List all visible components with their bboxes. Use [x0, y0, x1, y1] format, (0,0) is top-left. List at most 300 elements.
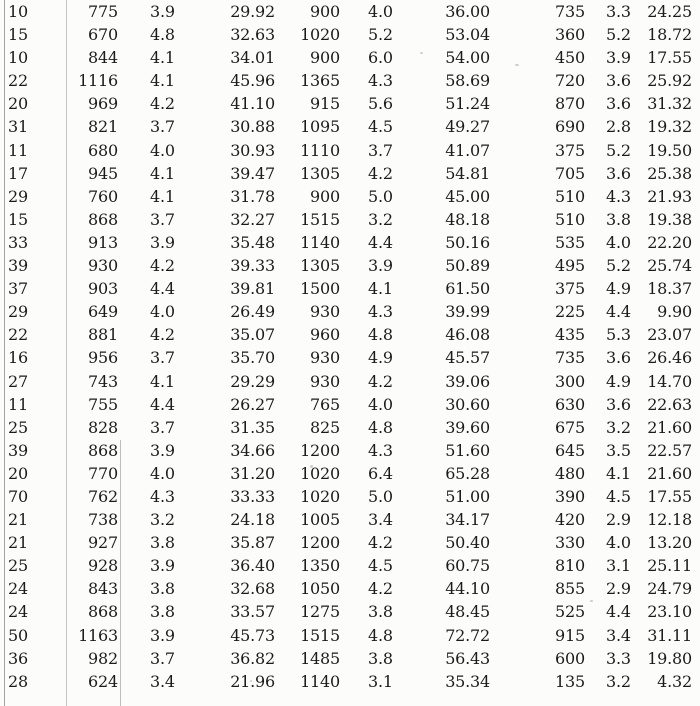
- table-cell: 5.3: [606, 325, 631, 345]
- table-cell: 23.07: [647, 325, 692, 345]
- table-cell: 843: [88, 579, 118, 599]
- table-cell: 35.87: [230, 533, 275, 553]
- table-cell: 53.04: [445, 25, 490, 45]
- table-cell: 670: [88, 25, 118, 45]
- table-cell: 3.2: [368, 209, 393, 229]
- table-cell: 30.60: [445, 394, 490, 414]
- table-cell: 3.2: [150, 510, 175, 530]
- table-cell: 3.2: [606, 671, 631, 691]
- table-cell: 31.35: [230, 417, 275, 437]
- table-cell: 21.96: [230, 671, 275, 691]
- table-cell: 36.00: [445, 2, 490, 21]
- table-cell: 4.1: [150, 186, 175, 206]
- table-cell: 3.7: [150, 648, 175, 668]
- table-cell: 775: [88, 2, 118, 21]
- table-cell: 21: [8, 510, 28, 530]
- table-cell: 330: [555, 533, 585, 553]
- table-cell: 645: [555, 440, 585, 460]
- table-cell: 4.5: [368, 556, 393, 576]
- table-cell: 20: [8, 463, 28, 483]
- table-row: [0, 462, 700, 485]
- table-cell: 630: [555, 394, 585, 414]
- table-cell: 930: [310, 348, 340, 368]
- table-cell: 900: [310, 2, 340, 21]
- table-cell: 4.3: [368, 71, 393, 91]
- table-cell: 45.00: [445, 186, 490, 206]
- table-cell: 4.3: [368, 302, 393, 322]
- table-cell: 33.33: [230, 486, 275, 506]
- table-cell: 930: [310, 302, 340, 322]
- table-cell: 930: [88, 256, 118, 276]
- table-cell: 4.0: [606, 533, 631, 553]
- table-cell: 868: [88, 602, 118, 622]
- table-cell: 3.9: [150, 625, 175, 645]
- table-cell: 56.43: [445, 648, 490, 668]
- table-cell: 24: [8, 579, 28, 599]
- table-cell: 624: [88, 671, 118, 691]
- table-cell: 600: [555, 648, 585, 668]
- table-cell: 17: [8, 163, 28, 183]
- table-cell: 649: [88, 302, 118, 322]
- table-cell: 1305: [300, 256, 340, 276]
- table-cell: 3.9: [150, 2, 175, 21]
- table-cell: 51.00: [445, 486, 490, 506]
- table-cell: 868: [88, 209, 118, 229]
- table-cell: 1200: [300, 440, 340, 460]
- table-row: [0, 577, 700, 600]
- table-cell: 39: [8, 440, 28, 460]
- table-cell: 495: [555, 256, 585, 276]
- table-cell: 18.72: [647, 25, 692, 45]
- table-cell: 15: [8, 209, 28, 229]
- table-cell: 36: [8, 648, 28, 668]
- table-row: [0, 346, 700, 369]
- table-cell: 690: [555, 117, 585, 137]
- table-row: [0, 46, 700, 69]
- table-cell: 19.38: [647, 209, 692, 229]
- table-cell: 11: [8, 394, 28, 414]
- table-cell: 375: [555, 279, 585, 299]
- table-row: [0, 370, 700, 393]
- table-cell: 4.2: [150, 325, 175, 345]
- table-row: [0, 69, 700, 92]
- table-cell: 4.2: [368, 163, 393, 183]
- table-cell: 32.63: [230, 25, 275, 45]
- table-cell: 375: [555, 140, 585, 160]
- table-cell: 705: [555, 163, 585, 183]
- table-cell: 868: [88, 440, 118, 460]
- table-cell: 19.32: [647, 117, 692, 137]
- table-cell: 1050: [300, 579, 340, 599]
- table-cell: 810: [555, 556, 585, 576]
- table-row: [0, 162, 700, 185]
- table-cell: 29: [8, 186, 28, 206]
- table-cell: 3.4: [606, 625, 631, 645]
- table-cell: 21.60: [647, 463, 692, 483]
- table-cell: 33.57: [230, 602, 275, 622]
- table-cell: 35.34: [445, 671, 490, 691]
- table-cell: 1005: [300, 510, 340, 530]
- table-row: [0, 231, 700, 254]
- table-cell: 4.0: [368, 394, 393, 414]
- table-cell: 969: [88, 94, 118, 114]
- table-cell: 1485: [300, 648, 340, 668]
- table-cell: 35.48: [230, 232, 275, 252]
- table-cell: 31.11: [647, 625, 692, 645]
- table-cell: 20: [8, 94, 28, 114]
- table-cell: 30.88: [230, 117, 275, 137]
- table-cell: 21.93: [647, 186, 692, 206]
- table-cell: 3.8: [150, 533, 175, 553]
- table-row: [0, 647, 700, 670]
- table-cell: 450: [555, 48, 585, 68]
- table-row: [0, 115, 700, 138]
- table-cell: 755: [88, 394, 118, 414]
- table-cell: 1365: [300, 71, 340, 91]
- table-cell: 928: [88, 556, 118, 576]
- table-cell: 4.4: [150, 394, 175, 414]
- table-cell: 5.2: [368, 25, 393, 45]
- table-cell: 50.40: [445, 533, 490, 553]
- table-cell: 50: [8, 625, 28, 645]
- table-cell: 6.0: [368, 48, 393, 68]
- table-cell: 2.9: [606, 510, 631, 530]
- table-cell: 39.99: [445, 302, 490, 322]
- table-cell: 4.9: [606, 371, 631, 391]
- table-row: [0, 323, 700, 346]
- table-cell: 760: [88, 186, 118, 206]
- table-cell: 2.9: [606, 579, 631, 599]
- table-cell: 680: [88, 140, 118, 160]
- table-cell: 1500: [300, 279, 340, 299]
- table-cell: 13.20: [647, 533, 692, 553]
- table-cell: 4.1: [150, 163, 175, 183]
- table-cell: 960: [310, 325, 340, 345]
- table-cell: 3.8: [368, 602, 393, 622]
- table-cell: 3.7: [368, 140, 393, 160]
- table-cell: 1020: [300, 25, 340, 45]
- table-cell: 3.9: [606, 48, 631, 68]
- table-cell: 4.9: [368, 348, 393, 368]
- table-cell: 4.1: [368, 279, 393, 299]
- table-cell: 25.92: [647, 71, 692, 91]
- table-cell: 4.32: [657, 671, 692, 691]
- table-cell: 29: [8, 302, 28, 322]
- table-cell: 39.81: [230, 279, 275, 299]
- table-cell: 18.37: [647, 279, 692, 299]
- table-cell: 35.70: [230, 348, 275, 368]
- table-cell: 4.8: [368, 417, 393, 437]
- table-cell: 762: [88, 486, 118, 506]
- table-cell: 855: [555, 579, 585, 599]
- table-row: [0, 416, 700, 439]
- table-cell: 4.5: [368, 117, 393, 137]
- table-cell: 16: [8, 348, 28, 368]
- table-cell: 913: [88, 232, 118, 252]
- table-cell: 35.07: [230, 325, 275, 345]
- table-cell: 3.7: [150, 117, 175, 137]
- table-cell: 19.50: [647, 140, 692, 160]
- table-cell: 51.60: [445, 440, 490, 460]
- table-cell: 4.0: [606, 232, 631, 252]
- table-cell: 44.10: [445, 579, 490, 599]
- table-cell: 6.4: [368, 463, 393, 483]
- table-cell: 41.07: [445, 140, 490, 160]
- table-cell: 49.27: [445, 117, 490, 137]
- table-cell: 870: [555, 94, 585, 114]
- table-row: [0, 277, 700, 300]
- table-cell: 4.4: [150, 279, 175, 299]
- table-cell: 3.6: [606, 348, 631, 368]
- table-cell: 770: [88, 463, 118, 483]
- table-cell: 34.17: [445, 510, 490, 530]
- table-row: [0, 300, 700, 323]
- table-cell: 22.57: [647, 440, 692, 460]
- table-cell: 3.7: [150, 209, 175, 229]
- table-row: [0, 600, 700, 623]
- table-cell: 720: [555, 71, 585, 91]
- table-cell: 26.27: [230, 394, 275, 414]
- table-cell: 881: [88, 325, 118, 345]
- table-cell: 3.9: [150, 556, 175, 576]
- table-cell: 420: [555, 510, 585, 530]
- table-cell: 903: [88, 279, 118, 299]
- table-cell: 34.01: [230, 48, 275, 68]
- table-cell: 17.55: [647, 48, 692, 68]
- table-cell: 22.63: [647, 394, 692, 414]
- table-cell: 3.6: [606, 394, 631, 414]
- table-cell: 4.1: [150, 371, 175, 391]
- table-cell: 3.8: [368, 648, 393, 668]
- table-cell: 26.46: [647, 348, 692, 368]
- table-cell: 24: [8, 602, 28, 622]
- table-cell: 28: [8, 671, 28, 691]
- table-cell: 5.2: [606, 256, 631, 276]
- table-cell: 360: [555, 25, 585, 45]
- table-cell: 510: [555, 186, 585, 206]
- table-cell: 3.8: [606, 209, 631, 229]
- table-cell: 36.82: [230, 648, 275, 668]
- table-cell: 34.66: [230, 440, 275, 460]
- table-cell: 39.60: [445, 417, 490, 437]
- table-cell: 12.18: [647, 510, 692, 530]
- table-cell: 15: [8, 25, 28, 45]
- table-cell: 3.3: [606, 2, 631, 21]
- table-cell: 31.78: [230, 186, 275, 206]
- table-cell: 3.8: [150, 602, 175, 622]
- table-cell: 3.6: [606, 163, 631, 183]
- table-cell: 1350: [300, 556, 340, 576]
- table-cell: 32.27: [230, 209, 275, 229]
- table-row: [0, 0, 700, 23]
- table-cell: 61.50: [445, 279, 490, 299]
- table-cell: 915: [310, 94, 340, 114]
- table-cell: 735: [555, 2, 585, 21]
- table-row: [0, 185, 700, 208]
- table-row: [0, 554, 700, 577]
- table-cell: 743: [88, 371, 118, 391]
- table-cell: 4.8: [368, 325, 393, 345]
- table-cell: 738: [88, 510, 118, 530]
- table-cell: 10: [8, 48, 28, 68]
- table-cell: 1020: [300, 463, 340, 483]
- table-cell: 4.1: [606, 463, 631, 483]
- table-cell: 72.72: [445, 625, 490, 645]
- table-cell: 4.0: [368, 2, 393, 21]
- table-cell: 5.0: [368, 486, 393, 506]
- table-cell: 1095: [300, 117, 340, 137]
- table-cell: 3.7: [150, 417, 175, 437]
- table-cell: 1275: [300, 602, 340, 622]
- table-cell: 3.9: [150, 232, 175, 252]
- table-cell: 480: [555, 463, 585, 483]
- table-cell: 510: [555, 209, 585, 229]
- table-cell: 3.1: [368, 671, 393, 691]
- table-cell: 4.9: [606, 279, 631, 299]
- table-cell: 5.0: [368, 186, 393, 206]
- table-cell: 4.2: [150, 256, 175, 276]
- table-cell: 9.90: [657, 302, 692, 322]
- table-cell: 982: [88, 648, 118, 668]
- table-cell: 2.8: [606, 117, 631, 137]
- table-cell: 3.3: [606, 648, 631, 668]
- table-cell: 50.89: [445, 256, 490, 276]
- table-cell: 1116: [78, 71, 118, 91]
- table-cell: 535: [555, 232, 585, 252]
- table-cell: 25.38: [647, 163, 692, 183]
- table-cell: 45.96: [230, 71, 275, 91]
- table-cell: 956: [88, 348, 118, 368]
- table-cell: 1305: [300, 163, 340, 183]
- table-cell: 4.2: [150, 94, 175, 114]
- table-cell: 21: [8, 533, 28, 553]
- table-cell: 45.57: [445, 348, 490, 368]
- table-cell: 31.32: [647, 94, 692, 114]
- table-cell: 1140: [300, 671, 340, 691]
- table-cell: 24.18: [230, 510, 275, 530]
- table-cell: 17.55: [647, 486, 692, 506]
- table-cell: 29.92: [230, 2, 275, 21]
- table-cell: 225: [555, 302, 585, 322]
- table-cell: 25.11: [647, 556, 692, 576]
- table-cell: 4.3: [368, 440, 393, 460]
- table-cell: 4.0: [150, 463, 175, 483]
- table-cell: 39.47: [230, 163, 275, 183]
- table-cell: 930: [310, 371, 340, 391]
- table-cell: 39: [8, 256, 28, 276]
- table-cell: 4.1: [150, 48, 175, 68]
- table-cell: 41.10: [230, 94, 275, 114]
- table-cell: 1140: [300, 232, 340, 252]
- table-row: [0, 139, 700, 162]
- table-cell: 19.80: [647, 648, 692, 668]
- table-cell: 54.00: [445, 48, 490, 68]
- table-cell: 945: [88, 163, 118, 183]
- table-cell: 300: [555, 371, 585, 391]
- table-cell: 3.4: [368, 510, 393, 530]
- table-cell: 4.1: [150, 71, 175, 91]
- table-cell: 1110: [300, 140, 340, 160]
- table-cell: 25.74: [647, 256, 692, 276]
- table-row: [0, 23, 700, 46]
- table-cell: 31: [8, 117, 28, 137]
- table-cell: 3.8: [150, 579, 175, 599]
- table-cell: 25: [8, 417, 28, 437]
- table-cell: 900: [310, 186, 340, 206]
- table-cell: 22: [8, 325, 28, 345]
- table-cell: 11: [8, 140, 28, 160]
- table-cell: 4.2: [368, 371, 393, 391]
- table-row: [0, 624, 700, 647]
- table-cell: 22: [8, 71, 28, 91]
- table-row: [0, 485, 700, 508]
- table-row: [0, 208, 700, 231]
- table-cell: 46.08: [445, 325, 490, 345]
- table-cell: 525: [555, 602, 585, 622]
- table-cell: 4.8: [150, 25, 175, 45]
- table-cell: 927: [88, 533, 118, 553]
- table-cell: 4.0: [150, 140, 175, 160]
- table-cell: 29.29: [230, 371, 275, 391]
- table-cell: 4.0: [150, 302, 175, 322]
- table-cell: 24.79: [647, 579, 692, 599]
- table-cell: 30.93: [230, 140, 275, 160]
- table-cell: 4.4: [606, 602, 631, 622]
- table-row: [0, 92, 700, 115]
- table-cell: 5.2: [606, 140, 631, 160]
- table-cell: 4.3: [606, 186, 631, 206]
- table-cell: 50.16: [445, 232, 490, 252]
- table-cell: 23.10: [647, 602, 692, 622]
- table-cell: 22.20: [647, 232, 692, 252]
- table-cell: 844: [88, 48, 118, 68]
- table-cell: 1163: [78, 625, 118, 645]
- table-cell: 135: [555, 671, 585, 691]
- table-cell: 3.4: [150, 671, 175, 691]
- table-cell: 1200: [300, 533, 340, 553]
- table-row: [0, 439, 700, 462]
- table-cell: 5.2: [606, 25, 631, 45]
- table-cell: 39.06: [445, 371, 490, 391]
- table-cell: 14.70: [647, 371, 692, 391]
- table-row: [0, 531, 700, 554]
- table-cell: 51.24: [445, 94, 490, 114]
- table-cell: 4.2: [368, 579, 393, 599]
- table-cell: 1515: [300, 209, 340, 229]
- table-cell: 1515: [300, 625, 340, 645]
- table-cell: 675: [555, 417, 585, 437]
- table-cell: 3.7: [150, 348, 175, 368]
- table-row: [0, 508, 700, 531]
- table-cell: 26.49: [230, 302, 275, 322]
- table-cell: 4.4: [606, 302, 631, 322]
- table-cell: 828: [88, 417, 118, 437]
- table-cell: 36.40: [230, 556, 275, 576]
- table-cell: 4.5: [606, 486, 631, 506]
- table-cell: 3.2: [606, 417, 631, 437]
- table-cell: 5.6: [368, 94, 393, 114]
- table-cell: 1020: [300, 486, 340, 506]
- table-cell: 3.6: [606, 94, 631, 114]
- table-cell: 60.75: [445, 556, 490, 576]
- table-cell: 58.69: [445, 71, 490, 91]
- table-cell: 3.1: [606, 556, 631, 576]
- table-cell: 3.9: [150, 440, 175, 460]
- table-cell: 3.5: [606, 440, 631, 460]
- table-cell: 10: [8, 2, 28, 21]
- table-cell: 27: [8, 371, 28, 391]
- table-cell: 48.45: [445, 602, 490, 622]
